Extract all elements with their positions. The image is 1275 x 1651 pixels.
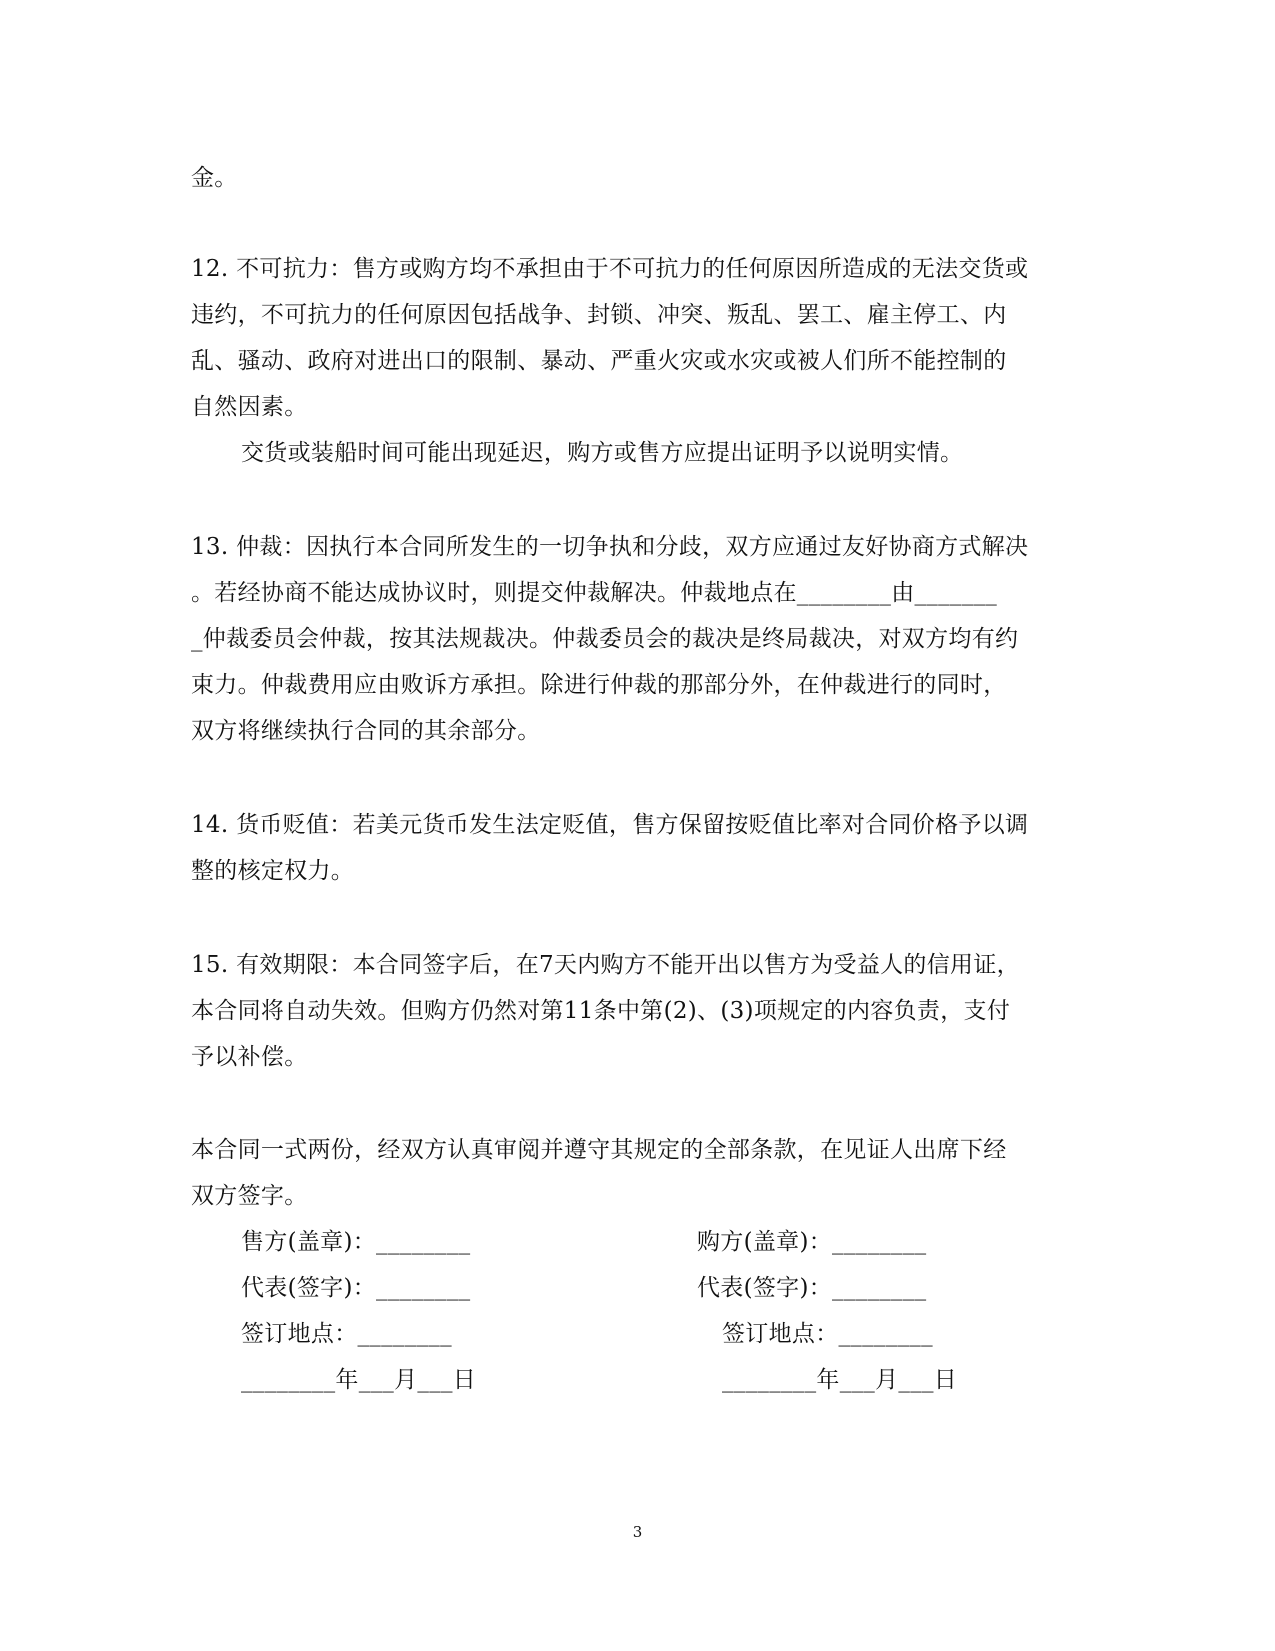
clause-14-heading: 14. 货币贬值：若美元货币发生法定贬值，售方保留按贬值比率对合同价格予以调 <box>191 812 1029 838</box>
seller-seal-line: 售方(盖章)：________ <box>241 1229 471 1255</box>
text-line: 乱、骚动、政府对进出口的限制、暴动、严重火灾或水灾或被人们所不能控制的 <box>191 348 1007 374</box>
seller-place-line: 签订地点：________ <box>241 1321 452 1347</box>
text-line: _仲裁委员会仲裁，按其法规裁决。仲裁委员会的裁决是终局裁决，对双方均有约 <box>191 626 1019 652</box>
clause-15-heading: 15. 有效期限：本合同签字后，在7天内购方不能开出以售方为受益人的信用证， <box>191 952 1020 978</box>
text-line: 束力。仲裁费用应由败诉方承担。除进行仲裁的那部分外，在仲裁进行的同时， <box>191 672 1007 698</box>
clause-13-heading: 13. 仲裁：因执行本合同所发生的一切争执和分歧，双方应通过友好协商方式解决 <box>191 534 1029 560</box>
closing-paragraph: 本合同一式两份，经双方认真审阅并遵守其规定的全部条款，在见证人出席下经 <box>191 1137 1007 1163</box>
text-line: 违约，不可抗力的任何原因包括战争、封锁、冲突、叛乱、罢工、雇主停工、内 <box>191 302 1007 328</box>
text-line: 整的核定权力。 <box>191 858 355 884</box>
text-line: 双方签字。 <box>191 1183 308 1209</box>
text-line: 交货或装船时间可能出现延迟，购方或售方应提出证明予以说明实情。 <box>241 440 964 466</box>
buyer-date-line: ________年___月___日 <box>722 1367 958 1393</box>
seller-rep-line: 代表(签字)：________ <box>241 1275 471 1301</box>
text-line: 予以补偿。 <box>191 1044 308 1070</box>
buyer-seal-line: 购方(盖章)：________ <box>697 1229 927 1255</box>
page-number: 3 <box>632 1523 643 1541</box>
buyer-place-line: 签订地点：________ <box>722 1321 933 1347</box>
text-line: 自然因素。 <box>191 394 308 420</box>
text-line: 双方将继续执行合同的其余部分。 <box>191 718 541 744</box>
text-line: 。若经协商不能达成协议时，则提交仲裁解决。仲裁地点在________由_______ <box>191 580 998 606</box>
text-line: 本合同将自动失效。但购方仍然对第11条中第(2)、(3)项规定的内容负责，支付 <box>191 998 1011 1024</box>
buyer-rep-line: 代表(签字)：________ <box>697 1275 927 1301</box>
clause-12-heading: 12. 不可抗力：售方或购方均不承担由于不可抗力的任何原因所造成的无法交货或 <box>191 256 1029 282</box>
text-line: 金。 <box>191 165 238 191</box>
seller-date-line: ________年___月___日 <box>241 1367 477 1393</box>
